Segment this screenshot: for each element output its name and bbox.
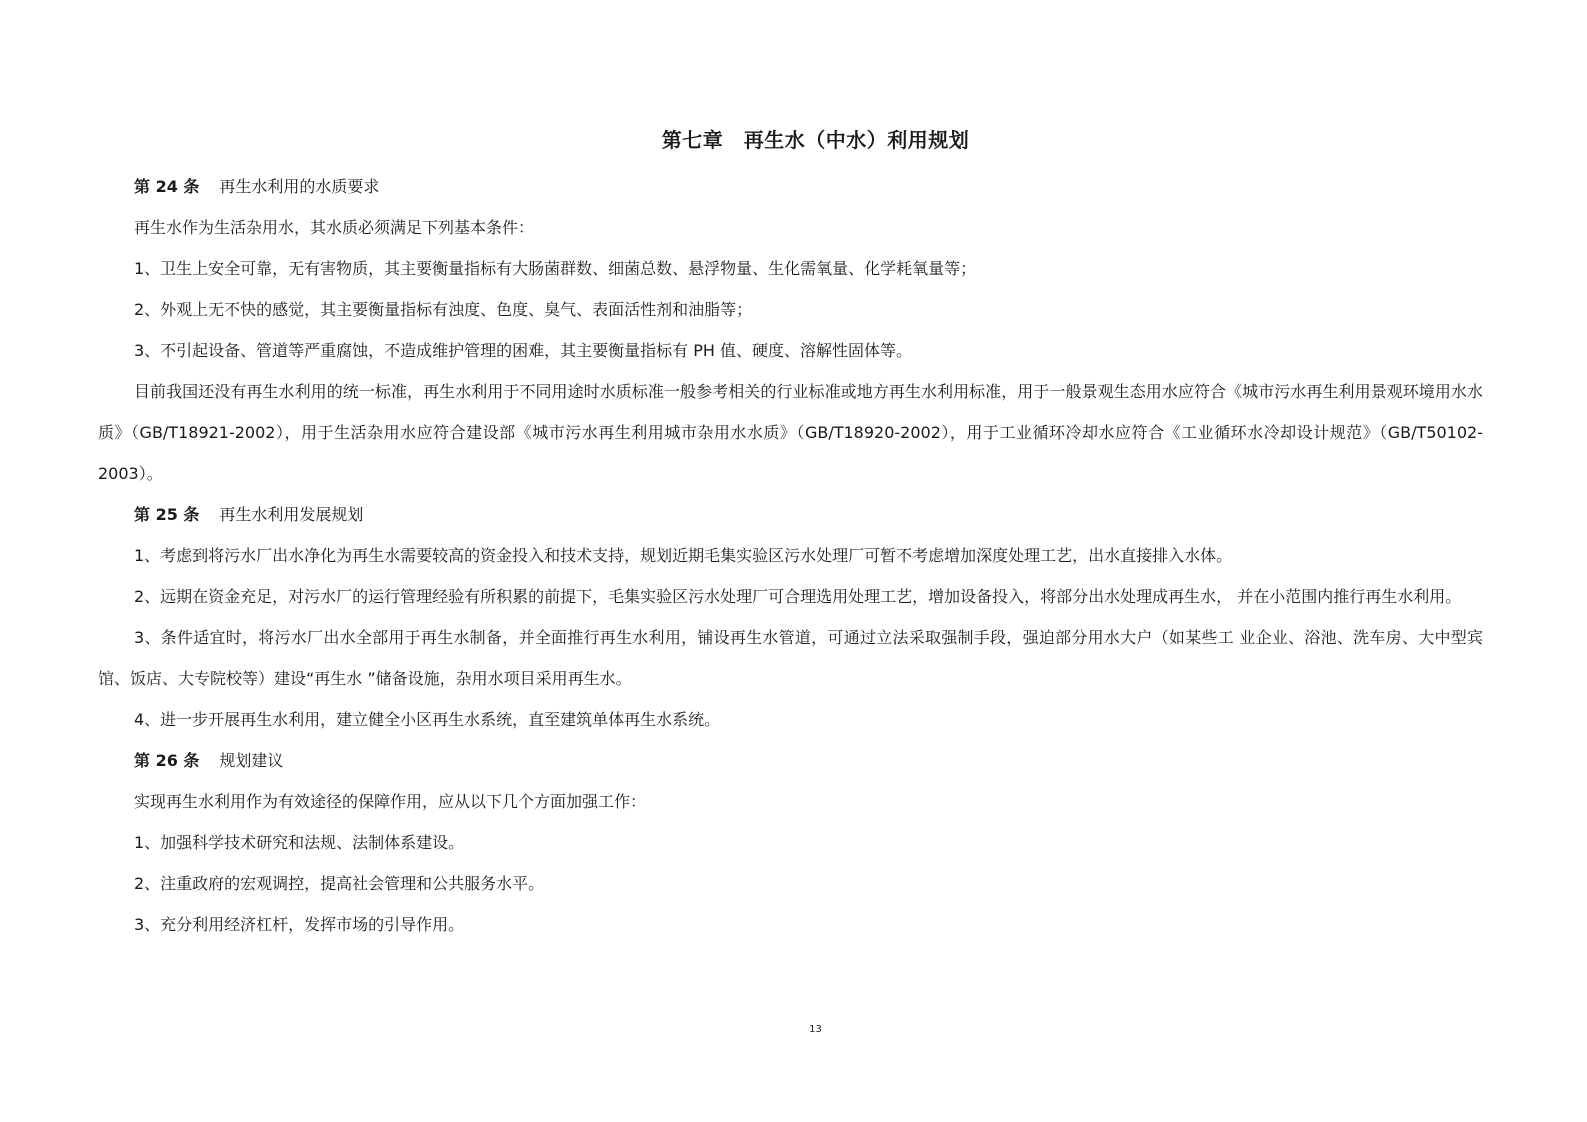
paragraph: 3、不引起设备、管道等严重腐蚀，不造成维护管理的困难，其主要衡量指标有 PH 值、硬度、溶解性固体等。	[134, 341, 913, 360]
article-number: 第 26 条	[134, 751, 200, 770]
paragraph: 2、远期在资金充足，对污水厂的运行管理经验有所积累的前提下，毛集实验区污水处理厂可合理选用处理工艺，增加设备投入，将部分出水处理成再生水， 并在小范围内推行再生水利用。	[134, 587, 1462, 606]
paragraph: 4、进一步开展再生水利用，建立健全小区再生水系统，直至建筑单体再生水系统。	[134, 710, 721, 729]
article-number: 第 24 条	[134, 177, 200, 196]
paragraph: 再生水作为生活杂用水，其水质必须满足下列基本条件：	[134, 218, 535, 237]
article-heading-25	[98, 494, 1483, 535]
paragraph: 3、条件适宜时，将污水厂出水全部用于再生水制备，并全面推行再生水利用，铺设再生水管道，可通过立法采取强制手段，强迫部分用水大户（如某些工 业企业、浴池、洗车房、大中型宾馆、饭店、大专院校等）建设“再生水 ”储备设施，杂用水项目采用再生水。	[98, 628, 1483, 688]
article-number: 第 25 条	[134, 505, 200, 524]
paragraph: 3、充分利用经济杠杆，发挥市场的引导作用。	[134, 915, 465, 934]
paragraph: 1、卫生上安全可靠，无有害物质，其主要衡量指标有大肠菌群数、细菌总数、悬浮物量、生化需氧量、化学耗氧量等；	[134, 259, 977, 278]
article-title: 规划建议	[219, 751, 284, 770]
chapter-title: 第七章 再生水（中水）利用规划	[661, 128, 970, 152]
paragraph: 目前我国还没有再生水利用的统一标准，再生水利用于不同用途时水质标准一般参考相关的行业标准或地方再生水利用标准，用于一般景观生态用水应符合《城市污水再生利用景观环境用水水质》（GB/T18921-2002），用于生活杂用水应符合建设部《城市污水再生利用城市杂用水水质》（GB/T18920-2002），用于工业循环冷却水应符合《工业循环水冷却设计规范》（GB/T50102-2003）。	[98, 382, 1483, 483]
paragraph: 1、考虑到将污水厂出水净化为再生水需要较高的资金投入和技术支持，规划近期毛集实验区污水处理厂可暂不考虑增加深度处理工艺，出水直接排入水体。	[134, 546, 1233, 565]
article-title: 再生水利用发展规划	[219, 505, 364, 524]
paragraph: 2、注重政府的宏观调控，提高社会管理和公共服务水平。	[134, 874, 545, 893]
article-heading-26	[98, 740, 1483, 781]
article-heading-24	[98, 166, 1483, 207]
page-number: 13	[809, 1024, 822, 1035]
paragraph: 1、加强科学技术研究和法规、法制体系建设。	[134, 833, 465, 852]
paragraph: 2、外观上无不快的感觉，其主要衡量指标有浊度、色度、臭气、表面活性剂和油脂等；	[134, 300, 753, 319]
document-body	[98, 166, 1483, 945]
paragraph: 实现再生水利用作为有效途径的保障作用，应从以下几个方面加强工作：	[134, 792, 647, 811]
article-title: 再生水利用的水质要求	[219, 177, 380, 196]
